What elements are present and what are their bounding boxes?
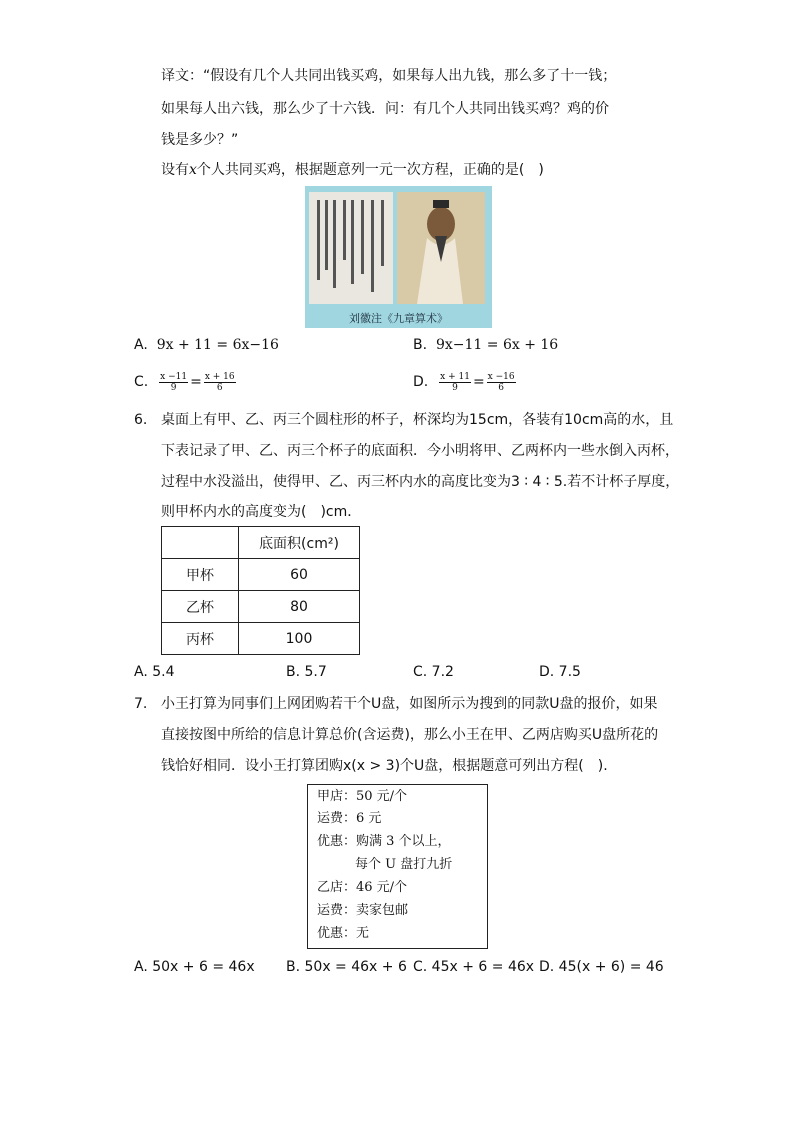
option-a bbox=[134, 335, 279, 355]
intro-line-2: 如果每人出六钱，那么少了十六钱．问：有几个人共同出钱买鸡？鸡的价 bbox=[161, 101, 609, 117]
option-b-text: 9x−11 = 6x + 16 bbox=[435, 337, 559, 353]
q6-option-d: D. 7.5 bbox=[539, 664, 581, 680]
intro-line-1: 译文：“假设有几个人共同出钱买鸡，如果每人出九钱，那么多了十一钱； bbox=[161, 68, 617, 84]
q7-option-a: A. 50x + 6 = 46x bbox=[134, 959, 255, 975]
box-line: 每个 U 盘打九折 bbox=[355, 857, 453, 872]
intro-line-4-pre: 设有 bbox=[161, 162, 189, 178]
box-line: 运费：卖家包邮 bbox=[317, 903, 409, 918]
table-row bbox=[162, 623, 360, 655]
option-c-left-fraction: $\frac{x -11}{9}$ bbox=[160, 371, 188, 393]
table-corner-cell bbox=[162, 527, 239, 559]
q6-option-a: A. 5.4 bbox=[134, 664, 175, 680]
figure-caption: 刘徽注《九章算术》 bbox=[349, 312, 448, 325]
option-a-text: 9x + 11 = 6x−16 bbox=[156, 337, 279, 353]
equals-sign: = bbox=[472, 374, 485, 390]
question-7-line-3: 钱恰好相同．设小王打算团购x(x > 3)个U盘，根据题意可列出方程( ). bbox=[161, 758, 608, 774]
cup-area-table bbox=[161, 526, 360, 655]
option-d-right-fraction: $\frac{x -16}{6}$ bbox=[487, 371, 515, 393]
cup-area: 100 bbox=[239, 623, 360, 655]
q7-option-c: C. 45x + 6 = 46x bbox=[413, 959, 535, 975]
question-6-line-1: 桌面上有甲、乙、丙三个圆柱形的杯子，杯深均为15cm，各装有10cm高的水，且 bbox=[161, 412, 674, 428]
option-d-label: D. bbox=[413, 374, 429, 390]
cup-area: 60 bbox=[239, 559, 360, 591]
option-a-label: A. bbox=[134, 337, 148, 353]
option-c bbox=[134, 370, 238, 394]
option-b-label: B. bbox=[413, 337, 428, 353]
q7-option-d: D. 45(x + 6) = 46 bbox=[539, 959, 664, 975]
option-c-label: C. bbox=[134, 374, 149, 390]
intro-line-4 bbox=[161, 160, 544, 180]
table-header-cell: 底面积(cm²) bbox=[239, 527, 360, 559]
q6-option-b: B. 5.7 bbox=[286, 664, 327, 680]
cup-name: 甲杯 bbox=[162, 559, 239, 591]
table-row bbox=[162, 591, 360, 623]
question-7-number: 7. bbox=[134, 696, 148, 712]
liu-hui-portrait-image bbox=[397, 192, 485, 304]
book-page-image bbox=[309, 192, 393, 304]
intro-line-3: 钱是多少？” bbox=[161, 132, 239, 148]
equals-sign: = bbox=[190, 374, 202, 390]
box-line: 乙店：46 元/个 bbox=[317, 880, 408, 895]
cup-name: 乙杯 bbox=[162, 591, 239, 623]
question-6-line-4: 则甲杯内水的高度变为( )cm． bbox=[161, 504, 362, 520]
question-7-line-2: 直接按图中所给的信息计算总价(含运费)，那么小王在甲、乙两店购买U盘所花的 bbox=[161, 727, 659, 743]
cup-name: 丙杯 bbox=[162, 623, 239, 655]
box-line: 优惠：无 bbox=[317, 926, 370, 941]
cup-area: 80 bbox=[239, 591, 360, 623]
table-row bbox=[162, 559, 360, 591]
question-6-number: 6. bbox=[134, 412, 148, 428]
box-line: 运费：6 元 bbox=[317, 811, 382, 826]
option-c-right-fraction: $\frac{x + 16}{6}$ bbox=[204, 371, 235, 393]
price-info-box bbox=[307, 784, 488, 949]
question-6-line-2: 下表记录了甲、乙、丙三个杯子的底面积．今小明将甲、乙两杯内一些水倒入丙杯， bbox=[161, 443, 679, 459]
question-6-line-3: 过程中水没溢出，使得甲、乙、丙三杯内水的高度比变为3 ∶ 4 ∶ 5.若不计杯子厚度， bbox=[161, 474, 680, 490]
intro-line-4-post: 个人共同买鸡，根据题意列一元一次方程，正确的是( ) bbox=[196, 162, 544, 178]
nine-chapters-illustration bbox=[305, 186, 492, 328]
option-b bbox=[413, 335, 558, 355]
q6-option-c: C. 7.2 bbox=[413, 664, 454, 680]
table-header-row bbox=[162, 527, 360, 559]
variable-x: x bbox=[189, 162, 197, 178]
option-d bbox=[413, 370, 518, 394]
box-line: 甲店：50 元/个 bbox=[317, 789, 408, 804]
q7-option-b: B. 50x = 46x + 6 bbox=[286, 959, 407, 975]
box-line: 优惠：购满 3 个以上， bbox=[317, 834, 451, 849]
option-d-left-fraction: $\frac{x + 11}{9}$ bbox=[440, 371, 470, 393]
question-7-line-1: 小王打算为同事们上网团购若干个U盘，如图所示为搜到的同款U盘的报价，如果 bbox=[161, 696, 658, 712]
